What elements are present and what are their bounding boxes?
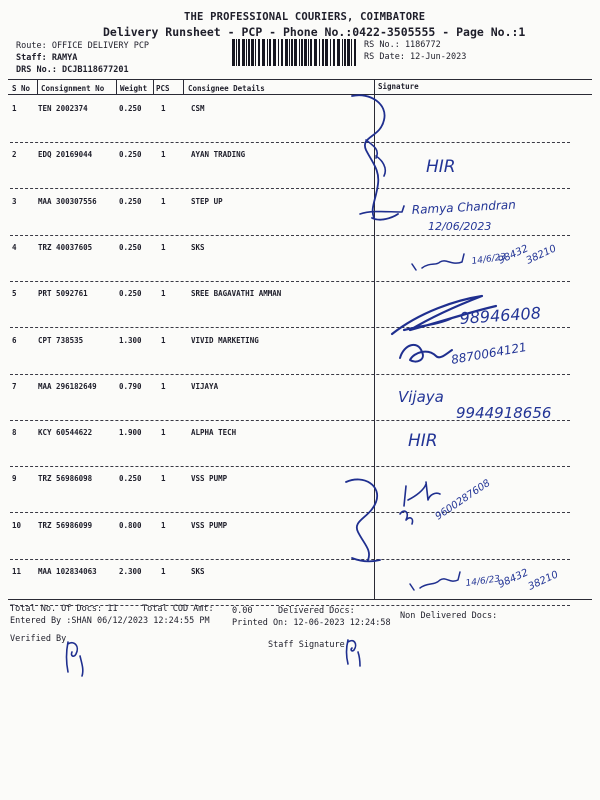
row-sno: 1 <box>12 104 17 113</box>
row-sno: 9 <box>12 474 17 483</box>
row-weight: 2.300 <box>119 567 142 576</box>
barcode-bar <box>236 39 237 66</box>
row-separator <box>10 512 570 513</box>
row-pcs: 1 <box>161 567 166 576</box>
row-weight: 0.250 <box>119 243 142 252</box>
row-sno: 7 <box>12 382 17 391</box>
rs-date: RS Date: 12-Jun-2023 <box>364 52 467 62</box>
barcode-bar <box>351 39 352 66</box>
delivered-docs: Delivered Docs: <box>278 606 355 616</box>
barcode-bar <box>232 39 235 66</box>
col-pcs: PCS <box>156 84 170 93</box>
row-consignment: MAA 300307556 <box>38 197 97 206</box>
row-consignee: STEP UP <box>191 197 223 206</box>
row-separator <box>10 281 570 282</box>
row-separator <box>10 235 570 236</box>
signature-scribble-icon <box>392 296 496 334</box>
entered-by: Entered By :SHAN 06/12/2023 12:24:55 PM <box>10 616 210 626</box>
row-sno: 6 <box>12 336 17 345</box>
row-consignee: VSS PUMP <box>191 521 228 530</box>
barcode-bar <box>308 39 309 66</box>
row-sno: 5 <box>12 289 17 298</box>
row-consignment: TRZ 56986098 <box>38 474 93 483</box>
signature-scribble-icon <box>412 254 464 270</box>
col-weight: Weight <box>120 84 148 93</box>
col-consignment: Consignment No <box>41 84 105 93</box>
row-pcs: 1 <box>161 382 166 391</box>
row11-number-handwriting: 98432 <box>496 567 531 591</box>
row6-number-handwriting: 8870064121 <box>450 339 528 367</box>
row-consignee: VSS PUMP <box>191 474 228 483</box>
signature-scribble-icon <box>366 140 385 176</box>
barcode-bar <box>330 39 331 66</box>
row-pcs: 1 <box>161 104 166 113</box>
row-consignee: AYAN TRADING <box>191 150 246 159</box>
row-consignment: MAA 296182649 <box>38 382 97 391</box>
barcode-bar <box>314 39 317 66</box>
barcode <box>232 39 358 66</box>
row-sno: 2 <box>12 150 17 159</box>
non-delivered-docs: Non Delivered Docs: <box>400 611 498 621</box>
row-consignment: EDQ 20169044 <box>38 150 93 159</box>
staff-label: Staff: RAMYA <box>16 53 78 63</box>
row-consignment: TEN 2002374 <box>38 104 88 113</box>
row-pcs: 1 <box>161 474 166 483</box>
signature-column-divider <box>374 79 375 599</box>
row-sno: 4 <box>12 243 17 252</box>
barcode-bar <box>289 39 290 66</box>
row7-name-handwriting: Vijaya <box>398 388 444 406</box>
barcode-bar <box>342 39 343 66</box>
barcode-bar <box>269 39 271 66</box>
signature-scribble-icon <box>410 572 460 590</box>
verified-initials-icon <box>67 642 83 676</box>
row-pcs: 1 <box>161 150 166 159</box>
barcode-bar <box>299 39 300 66</box>
row-consignee: VIJAYA <box>191 382 219 391</box>
signature-scribble-icon <box>360 206 404 214</box>
table-header-rule <box>8 94 592 95</box>
column-divider <box>183 79 184 94</box>
barcode-bar <box>322 39 324 66</box>
runsheet-title: Delivery Runsheet - PCP - Phone No.:0422-3505555 - Page No.:1 <box>103 25 526 39</box>
barcode-bar <box>319 39 320 66</box>
barcode-bar <box>258 39 260 66</box>
barcode-bar <box>281 39 283 66</box>
row-pcs: 1 <box>161 197 166 206</box>
barcode-bar <box>285 39 288 66</box>
barcode-bar <box>291 39 293 66</box>
row-consignee: CSM <box>191 104 205 113</box>
barcode-bar <box>301 39 303 66</box>
column-divider <box>116 79 117 94</box>
row11-date-handwriting: 14/6/23 <box>465 574 501 589</box>
column-divider <box>37 79 38 94</box>
row-pcs: 1 <box>161 428 166 437</box>
col-sno: S No <box>12 84 31 93</box>
row2-handwriting: HIR <box>426 157 456 177</box>
row-separator <box>10 374 570 375</box>
row-separator <box>10 559 570 560</box>
row-consignment: TRZ 56986099 <box>38 521 93 530</box>
row-consignee: ALPHA TECH <box>191 428 237 437</box>
row-consignee: SREE BAGAVATHI AMMAN <box>191 289 282 298</box>
signature-scribble-icon <box>400 345 452 362</box>
row-sno: 3 <box>12 197 17 206</box>
barcode-bar <box>310 39 312 66</box>
total-cod-value: 0.00 <box>232 606 253 616</box>
row3-name-handwriting: Ramya Chandran <box>411 197 517 217</box>
row5-number-handwriting: 98946408 <box>458 303 542 328</box>
total-cod-label: Total COD Amt: <box>142 604 214 614</box>
barcode-bar <box>255 39 256 66</box>
row-pcs: 1 <box>161 521 166 530</box>
column-divider <box>153 79 154 94</box>
drs-number: DRS No.: DCJB118677201 <box>16 65 129 75</box>
signature-scribble-icon <box>404 482 440 506</box>
barcode-bar <box>262 39 265 66</box>
row-pcs: 1 <box>161 336 166 345</box>
row-consignee: VIVID MARKETING <box>191 336 259 345</box>
row-separator <box>10 466 570 467</box>
row-sno: 11 <box>12 567 22 576</box>
total-docs: Total No. Of Docs: 11 <box>10 604 118 614</box>
row-consignment: TRZ 40037605 <box>38 243 93 252</box>
barcode-bar <box>238 39 240 66</box>
row-consignment: MAA 102834063 <box>38 567 97 576</box>
staff-initials-icon <box>347 640 361 666</box>
printed-on: Printed On: 12-06-2023 12:24:58 <box>232 618 391 628</box>
col-consignee: Consignee Details <box>188 84 265 93</box>
barcode-bar <box>304 39 307 66</box>
barcode-bar <box>267 39 268 66</box>
row11-number2-handwriting: 38210 <box>526 569 561 593</box>
row-sno: 8 <box>12 428 17 437</box>
row4-number2-handwriting: 38210 <box>524 243 559 267</box>
row7-number-handwriting: 9944918656 <box>456 404 552 422</box>
row-weight: 0.250 <box>119 104 142 113</box>
row-weight: 1.300 <box>119 336 142 345</box>
staff-signature-label: Staff Signature <box>268 640 345 650</box>
barcode-bar <box>246 39 247 66</box>
row-weight: 0.800 <box>119 521 142 530</box>
barcode-bar <box>278 39 279 66</box>
barcode-bar <box>354 39 356 66</box>
signature-scribble-icon <box>400 511 413 524</box>
row-weight: 0.250 <box>119 197 142 206</box>
row4-number-handwriting: 98432 <box>496 243 531 267</box>
row-weight: 0.790 <box>119 382 142 391</box>
row-separator <box>10 188 570 189</box>
row-consignment: KCY 60544622 <box>38 428 93 437</box>
row9-number-handwriting: 9600287608 <box>433 477 493 523</box>
row-sno: 10 <box>12 521 22 530</box>
row-consignment: PRT 5092761 <box>38 289 88 298</box>
company-name: THE PROFESSIONAL COURIERS, COIMBATORE <box>184 11 426 23</box>
barcode-bar <box>344 39 346 66</box>
col-signature: Signature <box>378 82 419 91</box>
row-consignment: CPT 738535 <box>38 336 84 345</box>
rs-number: RS No.: 1186772 <box>364 40 441 50</box>
route-label: Route: OFFICE DELIVERY PCP <box>16 41 150 51</box>
row3-date-handwriting: 12/06/2023 <box>428 220 492 233</box>
barcode-bar <box>248 39 250 66</box>
row-consignee: SKS <box>191 567 205 576</box>
barcode-bar <box>333 39 335 66</box>
row-pcs: 1 <box>161 289 166 298</box>
row-separator <box>10 142 570 143</box>
barcode-bar <box>347 39 350 66</box>
row-consignee: SKS <box>191 243 205 252</box>
row-separator <box>10 420 570 421</box>
barcode-bar <box>273 39 276 66</box>
barcode-bar <box>337 39 340 66</box>
barcode-bar <box>251 39 254 66</box>
barcode-bar <box>242 39 245 66</box>
row-separator <box>10 327 570 328</box>
row-weight: 0.250 <box>119 474 142 483</box>
verified-by-label: Verified By <box>10 634 67 644</box>
row-weight: 0.250 <box>119 289 142 298</box>
row-weight: 1.900 <box>119 428 142 437</box>
row-pcs: 1 <box>161 243 166 252</box>
barcode-bar <box>294 39 297 66</box>
table-top-rule <box>8 79 592 80</box>
row4-date-handwriting: 14/6/23 <box>471 252 507 267</box>
barcode-bar <box>325 39 328 66</box>
row-weight: 0.250 <box>119 150 142 159</box>
signature-scribble-icon <box>352 95 398 219</box>
table-bottom-rule <box>8 599 592 600</box>
row8-handwriting: HIR <box>408 431 438 451</box>
